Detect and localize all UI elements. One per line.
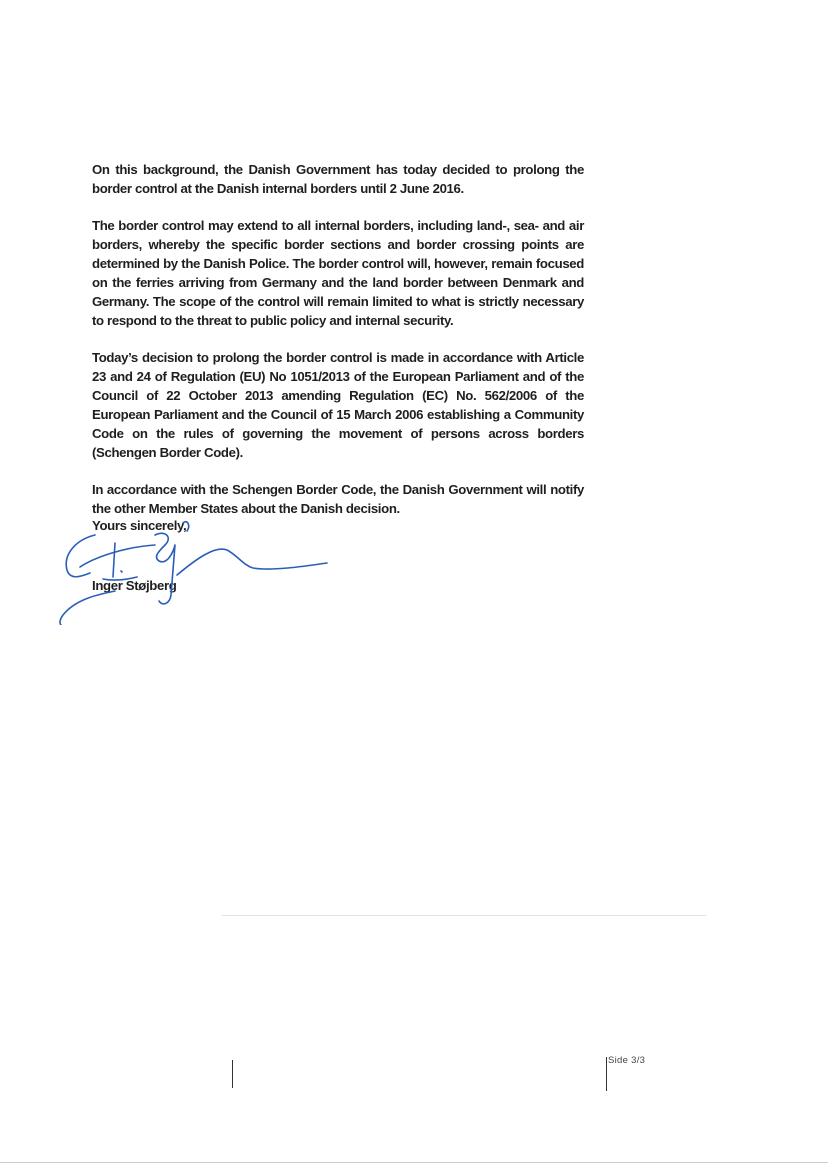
- page-number-tick: [606, 1057, 607, 1091]
- signer-name: Inger Støjberg: [92, 578, 177, 593]
- paragraph-prolong-decision: On this background, the Danish Government has today decided to prolong the border control at the Danish internal borders until 2 June 2016.: [92, 162, 584, 196]
- paragraph-scope: The border control may extend to all internal borders, including land-, sea- and air borders, whereby the specific border sections and border crossing points are determined by the Danish Police. The border control will, however, remain focused on the ferries arriving from Germany and the land border between Denmark and Germany. The scope of the control will remain limited to what is strictly necessary to respond to the threat to public policy and internal security.: [92, 218, 584, 328]
- scan-artifact-edge: [0, 1162, 828, 1163]
- paragraph-notification: In accordance with the Schengen Border Code, the Danish Government will notify the other Member States about the Danish decision.: [92, 482, 584, 516]
- closing-salutation: Yours sincerely,: [92, 518, 187, 533]
- paragraph-legal-basis: Today’s decision to prolong the border control is made in accordance with Article 23 and 24 of Regulation (EU) No 1051/2013 of the European Parliament and of the Council of 22 October 2013 amending Regulation (EC) No. 562/2006 of the European Parliament and the Council of 15 March 2006 establishing a Community Code on the rules of governing the movement of persons across borders (Schengen Border Code).: [92, 350, 584, 460]
- scan-artifact-line: [222, 915, 706, 916]
- letter-body: [92, 160, 584, 536]
- handwritten-signature: [55, 505, 335, 625]
- binder-mark: [232, 1060, 233, 1088]
- page-number: Side 3/3: [608, 1055, 646, 1066]
